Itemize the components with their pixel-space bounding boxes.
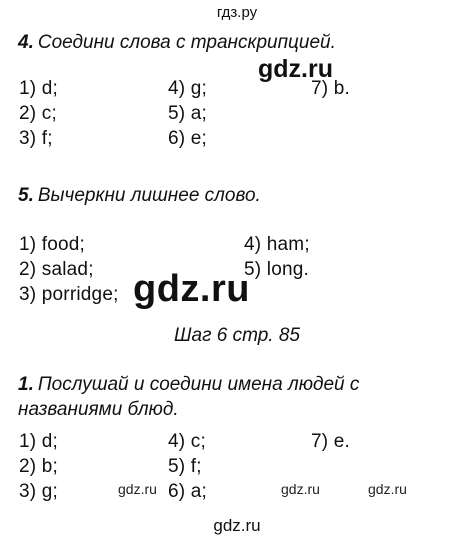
task-4-answer-4: 4) g;: [168, 78, 208, 99]
task-5-answer-2: 2) salad;: [19, 259, 94, 280]
task-5-answer-5: 5) long.: [244, 259, 309, 280]
watermark-top: gdz.ru: [258, 55, 333, 83]
task-4-answer-5: 5) a;: [168, 103, 208, 124]
footer-watermark: [0, 516, 474, 536]
task-1-answer-5: 5) f;: [168, 456, 202, 477]
task-5-title: Вычеркни лишнее слово.: [37, 185, 261, 206]
site-header: [0, 4, 474, 21]
footer-watermark-text: gdz.ru: [213, 516, 261, 535]
task-1-heading: [18, 373, 359, 397]
task-1-number: 1.: [18, 374, 34, 395]
task-1-title-line-1: Послушай и соедини имена людей с: [37, 374, 360, 395]
task-4-answer-2: 2) c;: [19, 103, 57, 124]
watermark-bottom-left: gdz.ru: [118, 481, 157, 497]
task-1-heading-line-2: названиями блюд.: [18, 399, 179, 420]
task-5-answer-4: 4) ham;: [244, 234, 310, 255]
task-4-answer-1: 1) d;: [19, 78, 59, 99]
task-5-heading: [18, 184, 261, 208]
watermark-middle: gdz.ru: [133, 268, 250, 310]
task-4-answer-3: 3) f;: [19, 128, 53, 149]
watermark-bottom-mid: gdz.ru: [281, 481, 320, 497]
task-4-number: 4.: [18, 32, 34, 53]
task-4-answer-7: 7) b.: [311, 78, 351, 99]
task-5-number: 5.: [18, 185, 34, 206]
watermark-bottom-right: gdz.ru: [368, 481, 407, 497]
task-4-answer-6: 6) e;: [168, 128, 208, 149]
step-heading: [0, 325, 474, 347]
step-title: Шаг 6 стр. 85: [174, 325, 300, 346]
task-4-title: Соедини слова с транскрипцией.: [37, 32, 336, 53]
task-1-answer-7: 7) e.: [311, 431, 351, 452]
task-1-answer-2: 2) b;: [19, 456, 59, 477]
task-5-answer-1: 1) food;: [19, 234, 86, 255]
task-1-answer-3: 3) g;: [19, 481, 59, 502]
task-1-answer-1: 1) d;: [19, 431, 59, 452]
task-1-answer-6: 6) a;: [168, 481, 208, 502]
task-1-answer-4: 4) c;: [168, 431, 206, 452]
task-5-answer-3: 3) porridge;: [19, 284, 119, 305]
task-4-heading: [18, 31, 336, 55]
site-header-text: гдз.ру: [216, 4, 258, 21]
